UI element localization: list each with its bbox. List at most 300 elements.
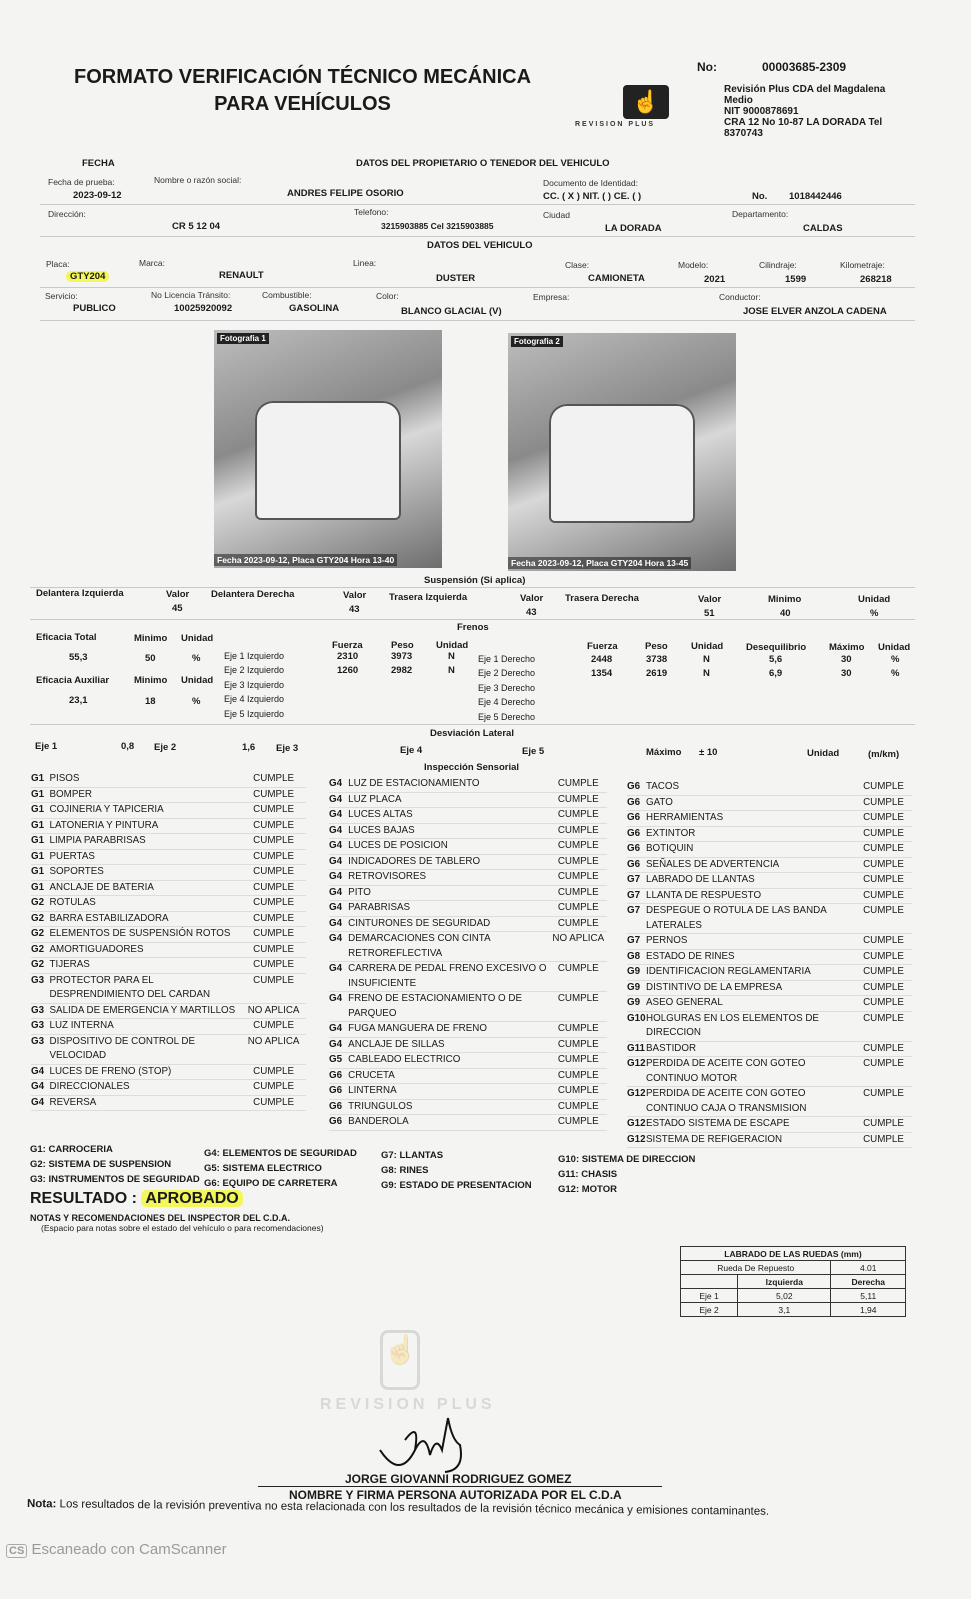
inspection-group-code: G2 [31, 897, 45, 908]
inspection-item-name: ANCLAJE DE SILLAS [348, 1038, 445, 1050]
inspection-item-name: PROTECTOR PARA EL DESPRENDIMIENTO DEL CARDAN [49, 974, 211, 1000]
inspection-group-code: G12 [627, 1118, 646, 1129]
inspection-group-code: G1 [31, 804, 45, 815]
inspection-result: CUMPLE [253, 819, 295, 831]
city-value: LA DORADA [605, 223, 662, 234]
inspection-group-code: G5 [329, 1054, 343, 1065]
inspection-item-name: PERDIDA DE ACEITE CON GOTEO CONTINUO MOTOR [646, 1058, 806, 1084]
inspection-item-name: EXTINTOR [646, 827, 696, 839]
susp-valor-label: Valor [520, 593, 544, 604]
inspection-group-code: G6 [627, 843, 641, 854]
inspection-item [31, 803, 306, 819]
inspection-result: CUMPLE [863, 981, 904, 993]
inspection-item [329, 1115, 607, 1131]
inspection-group-code: G12 [627, 1088, 646, 1099]
inspection-item [31, 1080, 306, 1096]
inspection-result: CUMPLE [253, 850, 295, 862]
inspection-item [627, 996, 912, 1012]
susp-td-label: Trasera Derecha [565, 593, 639, 604]
brake-weight-right: 2619 [646, 668, 668, 680]
peso-label-izq: Peso [391, 640, 414, 651]
ef-total-min-label: Minimo [134, 633, 168, 644]
inspection-result: CUMPLE [253, 881, 295, 893]
inspection-item [31, 1035, 306, 1065]
doc-no-label: No. [752, 191, 768, 202]
inspection-group-code: G4 [329, 840, 343, 851]
cda-watermark-logo: ☝ REVISION PLUS [320, 1330, 490, 1430]
inspection-item [329, 962, 607, 992]
inspection-group-code: G7 [627, 889, 641, 901]
marca-label: Marca: [139, 258, 165, 268]
servicio-label: Servicio: [45, 291, 78, 301]
dep-label: Departamento: [732, 209, 789, 219]
inspection-group-code: G1 [31, 835, 45, 846]
doc-type: CC. ( X ) NIT. ( ) CE. ( ) [543, 191, 642, 202]
inspection-item [31, 1019, 306, 1035]
color-label: Color: [376, 291, 399, 301]
inspection-group-code: G9 [627, 966, 641, 977]
inspection-result: CUMPLE [863, 935, 904, 946]
inspection-item [627, 796, 912, 812]
inspection-item [329, 855, 607, 871]
group-legend-column [30, 1142, 200, 1187]
inspection-group-code: G1 [31, 881, 45, 893]
inspection-result: CUMPLE [253, 943, 295, 955]
inspection-group-code: G1 [31, 866, 45, 877]
tel-value: 3215903885 Cel 3215903885 [381, 221, 494, 231]
inspection-group-code: G4 [329, 917, 343, 929]
inspection-result: CUMPLE [557, 917, 599, 929]
group-legend-item: G10: SISTEMA DE DIRECCION [558, 1154, 696, 1165]
desv-eje1-value: 0,8 [121, 741, 135, 752]
susp-di-label: Delantera Izquierda [36, 588, 124, 599]
inspection-item-name: BANDEROLA [348, 1116, 409, 1127]
inspection-item-name: TACOS [646, 781, 680, 792]
empresa-label: Empresa: [533, 292, 570, 302]
inspection-item [627, 811, 912, 827]
inspection-item-name: REVERSA [49, 1096, 97, 1108]
cda-logo: ☝ REVISION PLUS [575, 85, 715, 130]
brake-max-unit: % [891, 668, 900, 680]
inspection-item [329, 932, 607, 962]
inspection-group-code: G10 [627, 1012, 646, 1024]
inspection-item [627, 780, 912, 796]
inspection-group-code: G3 [31, 1035, 45, 1047]
desv-eje2-label: Eje 2 [154, 742, 177, 753]
inspection-group-code: G6 [627, 827, 641, 839]
inspection-result: CUMPLE [557, 902, 599, 913]
inspection-item [627, 1087, 912, 1117]
inspection-result: CUMPLE [557, 1100, 599, 1112]
inspection-group-code: G6 [329, 1069, 343, 1081]
inspection-item-name: PARABRISAS [348, 902, 411, 913]
desv-unit-label: Unidad [807, 748, 840, 759]
axle-label: Eje 1 [681, 1289, 738, 1303]
inspection-group-code: G9 [627, 997, 641, 1008]
inspection-result: CUMPLE [557, 824, 599, 836]
inspection-item [627, 827, 912, 843]
inspection-result: CUMPLE [863, 1012, 904, 1024]
inspection-item [31, 958, 306, 974]
inspection-item-name: SEÑALES DE ADVERTENCIA [646, 858, 780, 870]
inspection-item-name: LLANTA DE RESPUESTO [646, 889, 762, 901]
inspection-item [31, 788, 306, 804]
inspection-group-code: G12 [627, 1058, 646, 1069]
inspection-result: CUMPLE [863, 796, 904, 808]
inspection-result: CUMPLE [557, 793, 599, 805]
inspection-item [31, 974, 306, 1004]
inspection-result: CUMPLE [863, 1058, 904, 1069]
inspection-group-code: G1 [31, 850, 45, 862]
inspection-item-name: PITO [348, 886, 371, 898]
inspection-item [329, 992, 607, 1022]
susp-dd-label: Delantera Derecha [211, 589, 295, 600]
inspection-group-code: G2 [31, 943, 45, 955]
inspection-result: CUMPLE [863, 905, 904, 916]
inspection-item-name: LUCES BAJAS [348, 824, 415, 836]
brake-force-right: 2448 [591, 654, 613, 665]
inspection-item-name: SALIDA DE EMERGENCIA Y MARTILLOS [49, 1004, 236, 1016]
inspection-item [627, 904, 912, 934]
inspection-result: CUMPLE [557, 963, 599, 974]
inspection-result: CUMPLE [863, 1042, 904, 1054]
inspection-result: CUMPLE [863, 889, 904, 901]
inspection-item [329, 793, 607, 809]
group-legend-item: G8: RINES [381, 1165, 429, 1176]
inspection-item [627, 981, 912, 997]
inspection-result: CUMPLE [557, 840, 599, 851]
inspection-group-code: G4 [329, 778, 343, 789]
desv-eje1-label: Eje 1 [35, 741, 58, 752]
inspection-item [627, 950, 912, 966]
company-info: Revisión Plus CDA del Magdalena Medio NIT 9000878691 CRA 12 No 10-87 LA DORADA Tel 8370743 [724, 84, 886, 139]
inspection-item [31, 896, 306, 912]
inspection-item [627, 1117, 912, 1133]
fecha-heading: FECHA [82, 158, 115, 169]
inspection-result: CUMPLE [253, 1096, 295, 1108]
inspection-item [627, 965, 912, 981]
inspection-item-name: FRENO DE ESTACIONAMIENTO O DE PARQUEO [348, 993, 522, 1019]
brake-axle-left-label: Eje 4 Izquierdo [224, 694, 285, 705]
group-legend-item: G6: EQUIPO DE CARRETERA [204, 1178, 338, 1189]
inspection-result: CUMPLE [557, 1038, 599, 1050]
brake-weight-left: 3973 [391, 651, 413, 662]
inspection-item-name: LINTERNA [348, 1085, 397, 1096]
brake-unit-right: N [703, 654, 710, 665]
tread-title: LABRADO DE LAS RUEDAS (mm) [681, 1247, 906, 1261]
inspection-item-name: LUZ INTERNA [49, 1020, 114, 1031]
document-number: 00003685-2309 [762, 60, 847, 74]
inspection-result: NO APLICA [552, 933, 605, 944]
desv-eje5-label: Eje 5 [522, 746, 545, 757]
desv-eje4-label: Eje 4 [400, 745, 423, 756]
inspection-item-name: ASEO GENERAL [646, 997, 723, 1008]
inspection-item-name: PUERTAS [49, 850, 95, 862]
inspection-item-name: LUZ DE ESTACIONAMIENTO [348, 778, 480, 789]
inspection-result: CUMPLE [253, 928, 295, 939]
inspeccion-heading: Inspección Sensorial [424, 762, 520, 773]
inspection-group-code: G4 [329, 824, 343, 836]
vehicle-photo-2: Fotografia 2 Fecha 2023-09-12, Placa GTY204 Hora 13-45 [508, 333, 736, 571]
desv-max-value: ± 10 [699, 747, 718, 758]
peso-label-der: Peso [645, 641, 668, 652]
conductor-value: JOSE ELVER ANZOLA CADENA [743, 306, 887, 317]
inspection-result: CUMPLE [863, 1118, 904, 1129]
ef-total-label: Eficacia Total [36, 632, 97, 643]
inspection-item [329, 1022, 607, 1038]
inspection-item-name: SISTEMA DE REFIGERACION [646, 1133, 783, 1145]
inspection-result: CUMPLE [253, 788, 295, 800]
inspection-item [329, 1084, 607, 1100]
brake-axle-right-label: Eje 5 Derecho [478, 711, 536, 722]
inspection-group-code: G7 [627, 935, 641, 946]
inspection-item-name: CINTURONES DE SEGURIDAD [348, 917, 491, 929]
cilindraje-label: Cilindraje: [759, 260, 797, 270]
licencia-value: 10025920092 [174, 303, 233, 314]
logo-hand-icon: ☝ [623, 85, 669, 119]
inspection-result: CUMPLE [557, 855, 599, 867]
tread-depth-table [680, 1246, 906, 1317]
inspection-item-name: PERDIDA DE ACEITE CON GOTEO CONTINUO CAJA O TRANSMISION [646, 1088, 807, 1114]
inspection-result: NO APLICA [247, 1035, 300, 1047]
brake-unit-right: N [703, 668, 710, 680]
inspection-item [31, 1004, 306, 1020]
brake-axle-right-label: Eje 3 Derecho [478, 682, 536, 693]
inspection-group-code: G4 [329, 1038, 343, 1050]
brake-force-left: 2310 [337, 651, 359, 662]
group-legend-item: G1: CARROCERIA [30, 1144, 113, 1155]
inspection-item-name: TIJERAS [49, 959, 90, 970]
inspection-group-code: G12 [627, 1133, 646, 1145]
table-row [681, 1303, 906, 1317]
inspection-result: CUMPLE [863, 1133, 904, 1145]
inspection-item-name: DEMARCACIONES CON CINTA RETROREFLECTIVA [348, 933, 491, 959]
inspection-group-code: G6 [627, 781, 641, 792]
group-legend-item: G9: ESTADO DE PRESENTACION [381, 1180, 532, 1191]
km-label: Kilometraje: [840, 260, 885, 270]
inspection-group-code: G8 [627, 950, 641, 962]
susp-unit-value: % [870, 608, 879, 619]
inspection-result: CUMPLE [253, 804, 295, 815]
vehicle-section-heading: DATOS DEL VEHICULO [427, 240, 533, 251]
susp-ti-label: Trasera Izquierda [389, 592, 468, 603]
inspection-item-name: LIMPIA PARABRISAS [49, 835, 146, 846]
placa-value: GTY204 [66, 271, 109, 282]
footer-note: Nota: Los resultados de la revisión preventiva no esta relacionada con los resultados de la revisión técnico mecánica y emisiones contaminantes. [26, 1498, 770, 1518]
inspector-name: JORGE GIOVANNI RODRIGUEZ GOMEZ [345, 1472, 572, 1486]
inspection-group-code: G4 [31, 1065, 45, 1077]
inspection-item-name: CARRERA DE PEDAL FRENO EXCESIVO O INSUFICIENTE [348, 963, 547, 989]
inspection-result: CUMPLE [557, 1085, 599, 1096]
inspection-group-code: G4 [329, 871, 343, 882]
clase-label: Clase: [565, 260, 590, 270]
cilindraje-value: 1599 [785, 274, 807, 285]
inspection-result: CUMPLE [253, 1065, 295, 1077]
address-value: CR 5 12 04 [172, 221, 221, 232]
inspection-item [329, 886, 607, 902]
inspection-item-name: DIRECCIONALES [49, 1081, 130, 1092]
inspection-item [627, 1012, 912, 1042]
result [30, 1190, 243, 1208]
inspection-item-name: RETROVISORES [348, 871, 427, 882]
inspection-group-code: G4 [329, 809, 343, 820]
ef-total-unit-label: Unidad [181, 633, 214, 644]
inspection-result: CUMPLE [863, 843, 904, 854]
placa-label: Placa: [46, 259, 70, 269]
brake-unit-left: N [448, 651, 455, 662]
inspection-result: CUMPLE [557, 809, 599, 820]
inspection-result: CUMPLE [557, 871, 599, 882]
inspection-group-code: G1 [31, 788, 45, 800]
servicio-value: PUBLICO [73, 303, 116, 314]
city-label: Ciudad [543, 210, 570, 220]
group-legend-item: G2: SISTEMA DE SUSPENSION [30, 1159, 172, 1170]
brake-axle-right-label: Eje 4 Derecho [478, 697, 536, 708]
susp-ti-value: 43 [526, 607, 537, 618]
document-title: FORMATO VERIFICACIÓN TÉCNICO MECÁNICA PARA VEHÍCULOS [73, 66, 532, 115]
linea-label: Linea: [353, 258, 377, 268]
suspension-heading: Suspensión (Si aplica) [424, 575, 526, 586]
inspection-group-code: G4 [329, 793, 343, 805]
left-value: 5,02 [738, 1289, 831, 1303]
inspection-item [31, 772, 306, 788]
inspection-group-code: G1 [31, 819, 45, 831]
inspection-item-name: CRUCETA [348, 1069, 395, 1081]
camscanner-watermark: CS Escaneado con CamScanner [6, 1541, 227, 1558]
group-legend-column [204, 1146, 357, 1191]
inspection-item [329, 1100, 607, 1116]
inspection-item-name: FUGA MANGUERA DE FRENO [348, 1023, 487, 1034]
modelo-value: 2021 [704, 274, 726, 285]
right-value: 1,94 [831, 1303, 906, 1317]
brake-weight-right: 3738 [646, 654, 668, 665]
notes-heading: NOTAS Y RECOMENDACIONES DEL INSPECTOR DEL C.D.A. [30, 1213, 291, 1223]
inspection-item [31, 912, 306, 928]
inspection-item-name: BOTIQUIN [646, 843, 694, 854]
inspection-item-name: PISOS [49, 773, 80, 784]
inspection-result: CUMPLE [253, 773, 295, 784]
inspection-group-code: G6 [329, 1116, 343, 1127]
fecha-value: 2023-09-12 [73, 190, 122, 201]
left-header: Izquierda [738, 1275, 831, 1289]
inspection-group-code: G2 [31, 912, 45, 924]
inspection-item [627, 889, 912, 905]
inspection-item [627, 858, 912, 874]
inspection-item-name: INDICADORES DE TABLERO [348, 855, 481, 867]
doc-number: 1018442446 [789, 191, 842, 202]
brake-imbalance: 6,9 [769, 668, 783, 680]
inspection-item [31, 1065, 306, 1081]
inspection-item-name: AMORTIGUADORES [49, 943, 144, 955]
inspection-item-name: TRIUNGULOS [348, 1100, 413, 1112]
ef-aux-label: Eficacia Auxiliar [36, 675, 110, 686]
susp-dd-value: 43 [349, 604, 360, 615]
signature-label: NOMBRE Y FIRMA PERSONA AUTORIZADA POR EL C.D.A [289, 1488, 622, 1502]
inspection-group-code: G9 [627, 981, 641, 993]
fuerza-label-der: Fuerza [587, 641, 618, 652]
inspection-group-code: G4 [329, 963, 343, 974]
inspection-group-code: G7 [627, 874, 641, 885]
inspection-item [31, 834, 306, 850]
ef-aux-value: 23,1 [69, 695, 88, 706]
inspection-group-code: G4 [31, 1081, 45, 1092]
brake-axle-right-label: Eje 2 Derecho [478, 668, 536, 679]
inspection-group-code: G6 [329, 1085, 343, 1096]
inspection-item [627, 842, 912, 858]
inspection-group-code: G2 [31, 959, 45, 970]
ef-total-min: 50 [145, 653, 156, 664]
inspection-item [329, 1038, 607, 1054]
inspection-result: CUMPLE [253, 1081, 295, 1092]
inspection-item-name: GATO [646, 796, 673, 808]
inspection-column-3 [627, 780, 912, 1148]
inspection-item-name: DISTINTIVO DE LA EMPRESA [646, 981, 783, 993]
inspection-result: CUMPLE [557, 1116, 599, 1127]
inspection-group-code: G11 [627, 1042, 645, 1054]
group-legend-item: G7: LLANTAS [381, 1150, 444, 1161]
fuerza-label-izq: Fuerza [332, 640, 363, 651]
inspection-group-code: G3 [31, 974, 45, 986]
inspection-item-name: BASTIDOR [646, 1042, 697, 1054]
inspection-item-name: BARRA ESTABILIZADORA [49, 912, 169, 924]
inspection-result: CUMPLE [557, 1054, 599, 1065]
table-row [681, 1289, 906, 1303]
desv-eje2-value: 1,6 [242, 742, 256, 753]
inspection-result: CUMPLE [863, 781, 904, 792]
inspection-item-name: CABLEADO ELECTRICO [348, 1054, 461, 1065]
licencia-label: No Licencia Tránsito: [151, 290, 231, 300]
inspection-result: CUMPLE [557, 1023, 599, 1034]
inspection-result: CUMPLE [863, 827, 904, 839]
inspection-result: CUMPLE [863, 997, 904, 1008]
inspection-item [31, 865, 306, 881]
inspection-result: CUMPLE [863, 966, 904, 977]
inspection-item [31, 943, 306, 959]
inspection-result: CUMPLE [863, 1088, 904, 1099]
inspection-item-name: DESPEGUE O ROTULA DE LAS BANDA LATERALES [646, 905, 827, 931]
ef-total-value: 55,3 [69, 652, 88, 663]
inspection-item [329, 808, 607, 824]
inspection-item [329, 870, 607, 886]
camscanner-icon: CS [6, 1544, 27, 1558]
marca-value: RENAULT [219, 270, 264, 281]
inspection-result: CUMPLE [253, 912, 295, 924]
inspection-item [627, 934, 912, 950]
desequilibrio-label: Desequilibrio [746, 642, 807, 653]
brake-axle-right-label: Eje 1 Derecho [478, 654, 536, 664]
inspection-item-name: ESTADO SISTEMA DE ESCAPE [646, 1118, 790, 1129]
inspection-item-name: SOPORTES [49, 866, 104, 877]
number-label: No: [697, 60, 717, 74]
susp-unit-label: Unidad [858, 594, 891, 605]
inspection-item-name: HOLGURAS EN LOS ELEMENTOS DE DIRECCION [646, 1012, 819, 1038]
inspection-group-code: G7 [627, 905, 641, 916]
name-label: Nombre o razón social: [154, 175, 242, 185]
inspection-group-code: G6 [627, 858, 641, 870]
brake-max: 30 [841, 654, 852, 665]
inspection-item-name: ELEMENTOS DE SUSPENSIÓN ROTOS [49, 928, 231, 939]
inspection-item [329, 777, 607, 793]
inspection-group-code: G4 [329, 902, 343, 913]
inspection-group-code: G6 [627, 812, 641, 823]
left-value: 3,1 [738, 1303, 831, 1317]
inspection-result: CUMPLE [557, 993, 599, 1004]
brake-weight-left: 2982 [391, 665, 413, 677]
inspection-group-code: G4 [329, 1023, 343, 1034]
group-legend-item: G5: SISTEMA ELECTRICO [204, 1163, 322, 1174]
inspection-group-code: G6 [627, 796, 641, 808]
inspection-group-code: G4 [329, 993, 343, 1004]
